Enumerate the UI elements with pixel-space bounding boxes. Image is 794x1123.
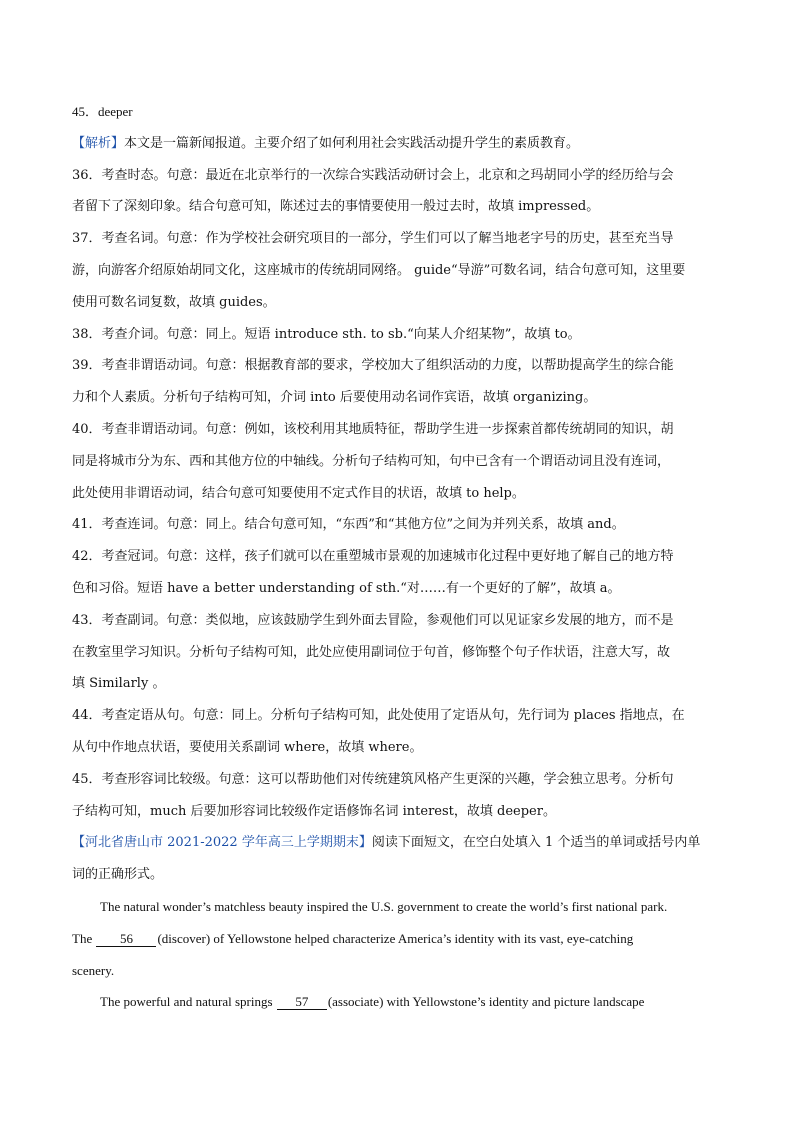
blank-57[interactable]: 57 (277, 994, 327, 1010)
passage-p2-line-1 (72, 986, 724, 1018)
explanation-45-line-1: 45．考查形容词比较级。句意：这可以帮助他们对传统建筑风格产生更深的兴趣，学会独立思考。分析句 (72, 771, 674, 787)
passage-p1-line-2-pre: The (72, 930, 93, 946)
explanation-43-line-2: 在教室里学习知识。分析句子结构可知，此处应使用副词位于句首，修饰整个句子作状语，注意大写，故 (72, 644, 671, 660)
explanation-44-line-2: 从句中作地点状语，要使用关系副词 where，故填 where。 (72, 739, 423, 755)
explanation-36-line-1: 36．考查时态。句意：最近在北京举行的一次综合实践活动研讨会上，北京和之玛胡同小学的经历给与会 (72, 167, 674, 183)
passage-p2-line-1-post: (associate) with Yellowstone’s identity and picture landscape (327, 994, 645, 1010)
analysis-label: 【解析】 (72, 135, 125, 151)
explanation-37-line-3: 使用可数名词复数，故填 guides。 (72, 294, 276, 310)
passage-p1-line-2-post: (discover) of Yellowstone helped characterize America’s identity with its vast, eye-catching (157, 930, 634, 946)
section-source-label: 【河北省唐山市 2021-2022 学年高三上学期期末】 (72, 835, 372, 851)
explanation-39-line-1: 39．考查非谓语动词。句意：根据教育部的要求，学校加大了组织活动的力度，以帮助提高学生的综合能 (72, 358, 674, 374)
section-header-line (72, 827, 724, 859)
explanation-38-line-1: 38．考查介词。句意：同上。短语 introduce sth. to sb.“向某人介绍某物”，故填 to。 (72, 326, 581, 342)
explanation-43-line-1: 43．考查副词。句意：类似地，应该鼓励学生到外面去冒险，参观他们可以见证家乡发展的地方，而不是 (72, 612, 674, 628)
passage-p1-line-3: scenery. (72, 962, 115, 978)
answer-line-45: 45．deeper (72, 104, 133, 119)
explanation-42-line-2: 色和习俗。短语 have a better understanding of sth.“对……有一个更好的了解”，故填 a。 (72, 580, 621, 596)
explanation-45-line-2: 子结构可知，much 后要加形容词比较级作定语修饰名词 interest，故填 deeper。 (72, 803, 556, 819)
explanation-40-line-1: 40．考查非谓语动词。句意：例如，该校利用其地质特征，帮助学生进一步探索首都传统胡同的知识，胡 (72, 421, 674, 437)
explanation-37-line-1: 37．考查名词。句意：作为学校社会研究项目的一部分，学生们可以了解当地老字号的历史，甚至充当导 (72, 231, 674, 247)
explanation-40-line-2: 同是将城市分为东、西和其他方位的中轴线。分析句子结构可知，句中已含有一个谓语动词且没有连词， (72, 453, 671, 469)
blank-56[interactable]: 56 (96, 931, 156, 947)
section-instruction-1: 阅读下面短文，在空白处填入 1 个适当的单词或括号内单 (371, 835, 701, 851)
passage-p1-line-2 (72, 923, 724, 955)
passage-p1-line-1: The natural wonder’s matchless beauty inspired the U.S. government to create the world’s first national park. (100, 898, 668, 914)
document-page (72, 96, 724, 1018)
analysis-summary: 本文是一篇新闻报道。主要介绍了如何利用社会实践活动提升学生的素质教育。 (124, 135, 580, 151)
explanation-43-line-3: 填 Similarly 。 (72, 676, 166, 692)
explanation-42-line-1: 42．考查冠词。句意：这样，孩子们就可以在重塑城市景观的加速城市化过程中更好地了解自己的地方特 (72, 549, 674, 565)
explanation-37-line-2: 游，向游客介绍原始胡同文化，这座城市的传统胡同网络。 guide“导游”可数名词，结合句意可知，这里要 (72, 262, 686, 278)
explanation-39-line-2: 力和个人素质。分析句子结构可知，介词 into 后要使用动名词作宾语，故填 organizing。 (72, 390, 597, 406)
section-instruction-2: 词的正确形式。 (72, 867, 164, 883)
analysis-line (72, 128, 724, 160)
explanation-40-line-3: 此处使用非谓语动词，结合句意可知要使用不定式作目的状语，故填 to help。 (72, 485, 525, 501)
explanation-41-line-1: 41．考查连词。句意：同上。结合句意可知，“东西”和“其他方位”之间为并列关系，故填 and。 (72, 517, 625, 533)
explanation-36-line-2: 者留下了深刻印象。结合句意可知，陈述过去的事情要使用一般过去时，故填 impressed。 (72, 199, 600, 215)
explanation-44-line-1: 44．考查定语从句。句意：同上。分析句子结构可知，此处使用了定语从句，先行词为 places 指地点，在 (72, 708, 685, 724)
passage-p2-line-1-pre: The powerful and natural springs (100, 994, 273, 1010)
